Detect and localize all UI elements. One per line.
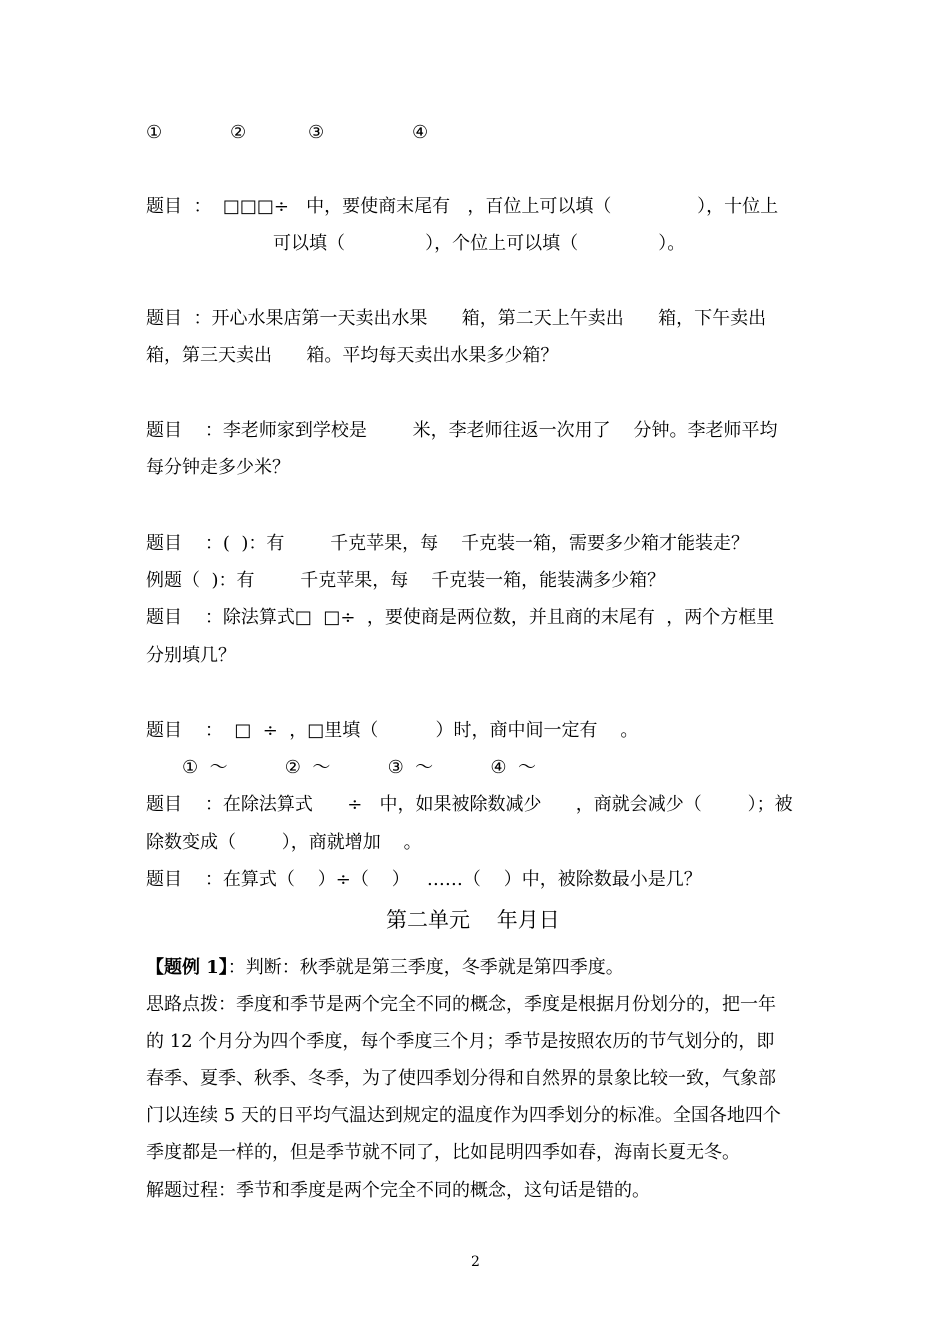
problem-line: 箱，第三天卖出 箱。平均每天卖出水果多少箱？ <box>146 345 559 366</box>
hint-line: 季度都是一样的，但是季节就不同了，比如昆明四季如春，海南长夏无冬。 <box>146 1142 740 1163</box>
example-heading <box>146 957 624 979</box>
problem-line: 题目 ：除法算式□ □÷ ，要使商是两位数，并且商的末尾有 ，两个方框里 <box>146 607 775 628</box>
option-1: ① <box>146 122 163 143</box>
hint-line: 春季、夏季、秋季、冬季，为了使四季划分得和自然界的景象比较一致，气象部 <box>146 1068 776 1089</box>
example-question: ：判断：秋季就是第三季度，冬季就是第四季度。 <box>227 957 624 978</box>
example-label: 【题例 1】 <box>146 957 228 978</box>
problem-line: 题目 ： □ ÷ ，□里填（ ）时，商中间一定有 。 <box>146 720 639 741</box>
problem-line: 题目 ：开心水果店第一天卖出水果 箱，第二天上午卖出 箱，下午卖出 <box>146 308 767 329</box>
example-line: 例题（ )：有 千克苹果，每 千克装一箱，能装满多少箱？ <box>146 570 666 591</box>
page-number: 2 <box>471 1254 480 1270</box>
option-3: ③ <box>308 122 325 143</box>
solution-line: 解题过程：季节和季度是两个完全不同的概念，这句话是错的。 <box>146 1180 650 1201</box>
problem-line: 分别填几？ <box>146 645 236 666</box>
hint-line: 思路点拨：季度和季节是两个完全不同的概念，季度是根据月份划分的，把一年 <box>146 994 776 1015</box>
problem-line: 题目 ： □□□÷ 中，要使商末尾有 ，百位上可以填（ ），十位上 <box>146 196 779 217</box>
option-4: ④ <box>412 122 429 143</box>
problem-line: 题目 ：在除法算式 ÷ 中，如果被除数减少 ，商就会减少（ ）；被 <box>146 794 793 815</box>
hint-line: 的 12 个月分为四个季度，每个季度三个月；季节是按照农历的节气划分的，即 <box>146 1031 775 1052</box>
problem-line: 除数变成（ ），商就增加 。 <box>146 832 422 853</box>
options-line: ① ～ ② ～ ③ ～ ④ ～ <box>182 757 536 778</box>
problem-line: 每分钟走多少米？ <box>146 457 290 478</box>
problem-line: 题目 ：( )：有 千克苹果，每 千克装一箱，需要多少箱才能装走？ <box>146 533 750 554</box>
problem-line: 题目 ：在算式（ ）÷（ ） ……（ ）中，被除数最小是几？ <box>146 869 702 890</box>
problem-line: 题目 ：李老师家到学校是 米，李老师往返一次用了 分钟。李老师平均 <box>146 420 778 441</box>
hint-line: 门以连续 5 天的日平均气温达到规定的温度作为四季划分的标准。全国各地四个 <box>146 1105 781 1126</box>
section-title: 第二单元 年月日 <box>386 908 560 932</box>
option-2: ② <box>230 122 247 143</box>
problem-line: 可以填（ ），个位上可以填（ ）。 <box>273 233 686 254</box>
